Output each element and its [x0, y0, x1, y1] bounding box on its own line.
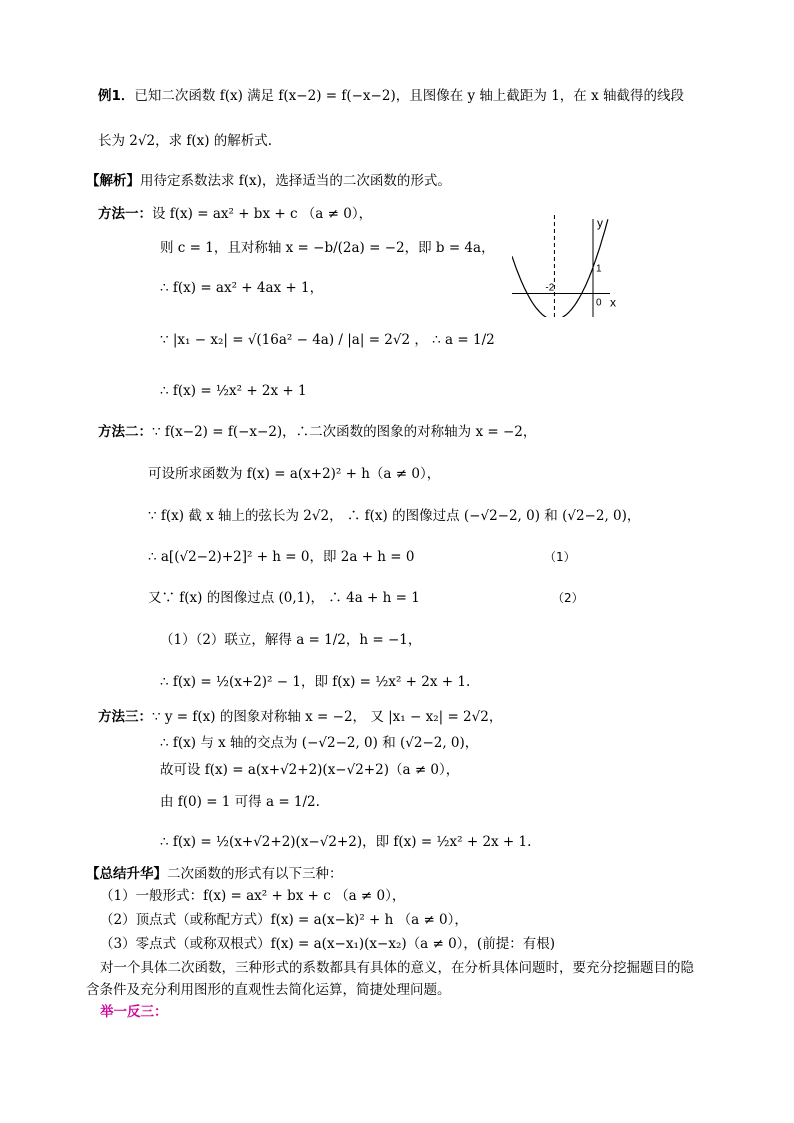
- method2-label: 方法二：: [98, 424, 152, 440]
- method3-line-3: 故可设 f(x) = a(x+√2+2)(x−√2+2)（a ≠ 0），: [160, 762, 460, 778]
- summary-paragraph-line-1: 对一个具体二次函数，三种形式的系数都具有具体的意义，在分析具体问题时，要充分挖掘题目的隐: [100, 960, 694, 976]
- example-label: 例1．: [98, 88, 135, 104]
- tick-label-1: 1: [596, 263, 602, 275]
- summary-paragraph-line-2: 含条件及充分利用图形的直观性去简化运算，简捷处理问题。: [86, 982, 451, 998]
- summary-intro: 二次函数的形式有以下三种：: [167, 866, 343, 882]
- summary-item-1: （1）一般形式：f(x) = ax² + bx + c （a ≠ 0），: [100, 888, 406, 904]
- method1-line-3: ∴ f(x) = ax² + 4ax + 1，: [160, 280, 324, 296]
- method1-label: 方法一：: [98, 206, 152, 222]
- analysis-label: 【解析】: [86, 173, 140, 189]
- method2-line-5: 又∵ f(x) 的图像过点 (0,1)， ∴ 4a + h = 1: [148, 590, 420, 606]
- example-line-1: [98, 86, 684, 106]
- method1-line-2: 则 c = 1，且对称轴 x = −b/(2a) = −2，即 b = 4a，: [160, 240, 495, 256]
- method2-line-3: ∵ f(x) 截 x 轴上的弦长为 2√2， ∴ f(x) 的图像过点 (−√2−2, 0) 和 (√2−2, 0)，: [148, 508, 641, 524]
- analysis-line: [86, 171, 451, 191]
- method3-line-4: 由 f(0) = 1 可得 a = 1/2.: [160, 794, 320, 810]
- method2-line-2: 可设所求函数为 f(x) = a(x+2)² + h（a ≠ 0），: [148, 466, 441, 482]
- tick-label-neg2: -2: [545, 282, 555, 294]
- method1-line-4: ∵ |x₁ − x₂| = √(16a² − 4a) / |a| = 2√2 ， ∴ a = 1/2: [160, 332, 495, 348]
- method2-line-6: （1）（2）联立，解得 a = 1/2，h = −1，: [160, 632, 422, 648]
- method2-line-7: ∴ f(x) = ½(x+2)² − 1，即 f(x) = ½x² + 2x + 1.: [160, 674, 471, 690]
- practice-heading: 举一反三：: [100, 1004, 168, 1020]
- tick-label-0: 0: [596, 297, 602, 309]
- x-axis-label: x: [610, 295, 616, 310]
- summary-line: [86, 864, 343, 884]
- method2-line-1: 方法二：∵ f(x−2) = f(−x−2)，∴二次函数的图象的对称轴为 x = −2，: [98, 424, 537, 440]
- summary-item-3: （3）零点式（或称双根式）f(x) = a(x−x₁)(x−x₂)（a ≠ 0），(前提：有根): [100, 936, 555, 952]
- method1-line-5: ∴ f(x) = ½x² + 2x + 1: [160, 383, 307, 399]
- method3-line-1: 方法三：∵ y = f(x) 的图象对称轴 x = −2， 又 |x₁ − x₂| = 2√2，: [98, 709, 503, 725]
- method2-line-4: ∴ a[(√2−2)+2]² + h = 0，即 2a + h = 0: [148, 549, 415, 565]
- summary-item-2: （2）顶点式（或称配方式）f(x) = a(x−k)² + h （a ≠ 0），: [100, 912, 468, 928]
- summary-label: 【总结升华】: [86, 866, 167, 882]
- method3-label: 方法三：: [98, 709, 152, 725]
- equation-number-1: （1）: [544, 550, 576, 564]
- analysis-text: 用待定系数法求 f(x)，选择适当的二次函数的形式。: [140, 173, 451, 189]
- method1-line-1: 方法一：设 f(x) = ax² + bx + c （a ≠ 0），: [98, 206, 373, 222]
- parabola-graph: [512, 215, 620, 317]
- y-axis-label: y: [597, 216, 603, 230]
- parabola-curve: [512, 219, 608, 317]
- example-line-2: 长为 2√2，求 f(x) 的解析式.: [98, 133, 273, 149]
- method3-line-2: ∴ f(x) 与 x 轴的交点为 (−√2−2, 0) 和 (√2−2, 0)，: [160, 735, 479, 751]
- equation-number-2: （2）: [552, 591, 584, 605]
- method3-line-5: ∴ f(x) = ½(x+√2+2)(x−√2+2)，即 f(x) = ½x² + 2x + 1.: [160, 834, 532, 850]
- example-statement: 已知二次函数 f(x) 满足 f(x−2) = f(−x−2)，且图像在 y 轴上截距为 1，在 x 轴截得的线段: [134, 88, 685, 104]
